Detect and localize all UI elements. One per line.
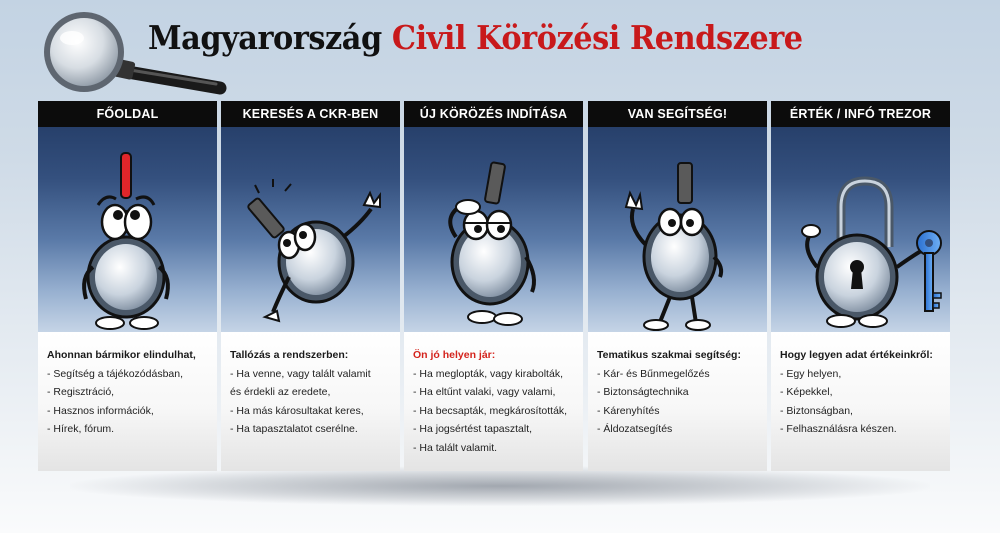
card-lead: Ön jó helyen jár: xyxy=(413,349,496,361)
card-heading[interactable]: FŐOLDAL xyxy=(38,101,217,127)
site-title-part2: Civil Körözési Rendszere xyxy=(391,18,803,57)
list-item: - Ha talált valamit. xyxy=(413,441,498,454)
card-lead: Tematikus szakmai segítség: xyxy=(597,349,741,361)
list-item: - Ha jogsértést tapasztalt, xyxy=(413,423,533,436)
list-item: - Ha becsapták, megkárosították, xyxy=(413,404,568,417)
card-heading[interactable]: KERESÉS A CKR-BEN xyxy=(221,101,400,127)
list-item: - Ha más károsultakat keres, xyxy=(230,404,364,417)
card-image[interactable] xyxy=(771,127,950,332)
site-title[interactable] xyxy=(148,18,803,57)
card-text xyxy=(38,332,217,471)
card-lead: Ahonnan bármikor elindulhat, xyxy=(47,349,196,361)
card-text xyxy=(588,332,767,471)
list-item: - Ha tapasztalatot cserélne. xyxy=(230,423,358,436)
card-list xyxy=(780,365,950,439)
list-item: - Képekkel, xyxy=(780,386,833,399)
card-lead: Tallózás a rendszerben: xyxy=(230,349,349,361)
card-list xyxy=(47,365,217,439)
padlock-key-icon xyxy=(771,127,950,332)
list-item: - Felhasználásra készen. xyxy=(780,423,897,436)
searching-magnifier-icon xyxy=(221,127,400,332)
card-kereses[interactable] xyxy=(221,101,400,471)
card-heading[interactable]: VAN SEGÍTSÉG! xyxy=(588,101,767,127)
list-item: - Biztonságtechnika xyxy=(597,386,689,399)
card-ertek-trezor[interactable] xyxy=(771,101,950,471)
list-item: - Ha eltűnt valaki, vagy valami, xyxy=(413,386,556,399)
card-text xyxy=(221,332,400,471)
list-item: - Egy helyen, xyxy=(780,367,842,380)
card-image[interactable] xyxy=(221,127,400,332)
list-item: - Ha venne, vagy talált valamit xyxy=(230,367,371,380)
list-item: és érdekli az eredete, xyxy=(230,386,331,399)
site-title-part1: Magyarország xyxy=(148,18,382,57)
card-lead: Hogy legyen adat értékeinkről: xyxy=(780,349,933,361)
card-list xyxy=(230,365,400,439)
list-item: - Biztonságban, xyxy=(780,404,853,417)
card-list xyxy=(413,365,583,458)
list-item: - Kárenyhítés xyxy=(597,404,660,417)
list-item: - Ha meglopták, vagy kirabolták, xyxy=(413,367,563,380)
card-heading[interactable]: ÉRTÉK / INFÓ TREZOR xyxy=(771,101,950,127)
list-item: - Áldozatsegítés xyxy=(597,423,673,436)
card-list xyxy=(597,365,767,439)
cards-shadow xyxy=(70,466,930,506)
card-fooldal[interactable] xyxy=(38,101,217,471)
list-item: - Kár- és Bűnmegelőzés xyxy=(597,367,710,380)
card-image[interactable] xyxy=(38,127,217,332)
menu-cards xyxy=(38,101,950,471)
card-image[interactable] xyxy=(588,127,767,332)
card-uj-korozes[interactable] xyxy=(404,101,583,471)
card-image[interactable] xyxy=(404,127,583,332)
card-text xyxy=(404,332,583,471)
worried-magnifier-icon xyxy=(404,127,583,332)
card-text xyxy=(771,332,950,471)
card-heading[interactable]: ÚJ KÖRÖZÉS INDÍTÁSA xyxy=(404,101,583,127)
list-item: - Hasznos információk, xyxy=(47,404,154,417)
thumbs-up-magnifier-icon xyxy=(588,127,767,332)
card-van-segitseg[interactable] xyxy=(588,101,767,471)
exclamation-magnifier-icon xyxy=(38,127,217,332)
list-item: - Regisztráció, xyxy=(47,386,115,399)
site-header xyxy=(0,0,1000,100)
list-item: - Hírek, fórum. xyxy=(47,423,115,436)
list-item: - Segítség a tájékozódásban, xyxy=(47,367,184,380)
